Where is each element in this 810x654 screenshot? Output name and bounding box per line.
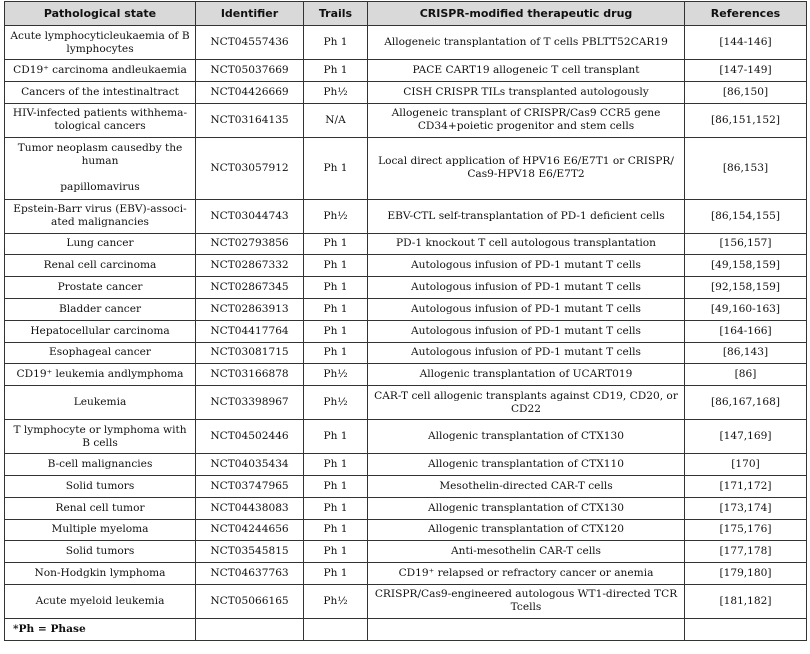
table-row xyxy=(5,81,807,103)
header-pathological-state: Pathological state xyxy=(5,2,196,26)
cell-trail: Ph 1 xyxy=(304,233,368,255)
cell-identifier: NCT02793856 xyxy=(196,233,304,255)
cell-identifier: NCT03044743 xyxy=(196,199,304,233)
cell-refs: [173,174] xyxy=(685,497,807,519)
cell-trail: Ph½ xyxy=(304,199,368,233)
empty-cell xyxy=(304,618,368,640)
cell-drug: Allogenic transplantation of CTX130 xyxy=(368,497,685,519)
cell-trail: Ph½ xyxy=(304,386,368,420)
cell-state: Renal cell tumor xyxy=(5,497,196,519)
cell-refs: [86,154,155] xyxy=(685,199,807,233)
table-row xyxy=(5,342,807,364)
crispr-trials-table xyxy=(4,1,807,641)
cell-trail: Ph 1 xyxy=(304,420,368,454)
cell-state: Solid tumors xyxy=(5,541,196,563)
cell-trail: Ph 1 xyxy=(304,26,368,60)
table-row xyxy=(5,584,807,618)
cell-identifier: NCT02863913 xyxy=(196,298,304,320)
table-row xyxy=(5,519,807,541)
cell-state: HIV-infected patients withhema-tological cancers xyxy=(5,103,196,137)
table-row xyxy=(5,26,807,60)
cell-identifier: NCT02867332 xyxy=(196,255,304,277)
empty-cell xyxy=(685,618,807,640)
cell-state: Cancers of the intestinaltract xyxy=(5,81,196,103)
footnote: *Ph = Phase xyxy=(5,618,196,640)
table-row xyxy=(5,277,807,299)
cell-trail: Ph 1 xyxy=(304,541,368,563)
cell-trail: Ph 1 xyxy=(304,320,368,342)
table-row xyxy=(5,255,807,277)
cell-refs: [86,151,152] xyxy=(685,103,807,137)
cell-refs: [49,158,159] xyxy=(685,255,807,277)
cell-refs: [86,153] xyxy=(685,137,807,199)
header-trails: Trails xyxy=(304,2,368,26)
cell-trail: Ph 1 xyxy=(304,519,368,541)
cell-state: Tumor neoplasm causedby the human papillomavirus xyxy=(5,137,196,199)
cell-state: Prostate cancer xyxy=(5,277,196,299)
header-references: References xyxy=(685,2,807,26)
cell-trail: Ph 1 xyxy=(304,454,368,476)
cell-state: Solid tumors xyxy=(5,475,196,497)
empty-cell xyxy=(196,618,304,640)
cell-refs: [144-146] xyxy=(685,26,807,60)
cell-refs: [86,150] xyxy=(685,81,807,103)
cell-identifier: NCT03166878 xyxy=(196,364,304,386)
cell-identifier: NCT02867345 xyxy=(196,277,304,299)
cell-refs: [147-149] xyxy=(685,60,807,82)
cell-trail: N/A xyxy=(304,103,368,137)
cell-refs: [170] xyxy=(685,454,807,476)
cell-trail: Ph 1 xyxy=(304,298,368,320)
cell-drug: Anti-mesothelin CAR-T cells xyxy=(368,541,685,563)
cell-refs: [49,160-163] xyxy=(685,298,807,320)
cell-drug: Local direct application of HPV16 E6/E7T1 or CRISPR/ Cas9-HPV18 E6/E7T2 xyxy=(368,137,685,199)
cell-identifier: NCT04426669 xyxy=(196,81,304,103)
table-row xyxy=(5,563,807,585)
cell-refs: [177,178] xyxy=(685,541,807,563)
cell-state: Leukemia xyxy=(5,386,196,420)
cell-drug: CD19⁺ relapsed or refractory cancer or anemia xyxy=(368,563,685,585)
header-identifier: Identifier xyxy=(196,2,304,26)
cell-state: Bladder cancer xyxy=(5,298,196,320)
cell-refs: [181,182] xyxy=(685,584,807,618)
cell-refs: [92,158,159] xyxy=(685,277,807,299)
cell-state: Multiple myeloma xyxy=(5,519,196,541)
cell-trail: Ph 1 xyxy=(304,342,368,364)
cell-drug: Autologous infusion of PD-1 mutant T cells xyxy=(368,277,685,299)
cell-refs: [156,157] xyxy=(685,233,807,255)
cell-state: Acute lymphocyticleukaemia of B lymphocytes xyxy=(5,26,196,60)
cell-drug: Allogeneic transplant of CRISPR/Cas9 CCR5 gene CD34+poietic progenitor and stem cells xyxy=(368,103,685,137)
cell-drug: Autologous infusion of PD-1 mutant T cells xyxy=(368,298,685,320)
table-row xyxy=(5,137,807,199)
cell-trail: Ph 1 xyxy=(304,497,368,519)
cell-trail: Ph 1 xyxy=(304,60,368,82)
table-row xyxy=(5,454,807,476)
cell-drug: Autologous infusion of PD-1 mutant T cells xyxy=(368,342,685,364)
cell-state: CD19⁺ carcinoma andleukaemia xyxy=(5,60,196,82)
footnote-row xyxy=(5,618,807,640)
cell-drug: CAR-T cell allogenic transplants against CD19, CD20, or CD22 xyxy=(368,386,685,420)
cell-trail: Ph 1 xyxy=(304,277,368,299)
cell-identifier: NCT04417764 xyxy=(196,320,304,342)
table-row xyxy=(5,103,807,137)
cell-refs: [179,180] xyxy=(685,563,807,585)
cell-state: Lung cancer xyxy=(5,233,196,255)
cell-drug: CRISPR/Cas9-engineered autologous WT1-directed TCR Tcells xyxy=(368,584,685,618)
cell-state: Renal cell carcinoma xyxy=(5,255,196,277)
cell-state: CD19⁺ leukemia andlymphoma xyxy=(5,364,196,386)
table-row xyxy=(5,497,807,519)
cell-state: B-cell malignancies xyxy=(5,454,196,476)
cell-identifier: NCT03747965 xyxy=(196,475,304,497)
table-row xyxy=(5,541,807,563)
cell-identifier: NCT04035434 xyxy=(196,454,304,476)
cell-state: Non-Hodgkin lymphoma xyxy=(5,563,196,585)
cell-refs: [147,169] xyxy=(685,420,807,454)
table-row xyxy=(5,233,807,255)
cell-identifier: NCT04438083 xyxy=(196,497,304,519)
cell-state: Hepatocellular carcinoma xyxy=(5,320,196,342)
cell-refs: [86,167,168] xyxy=(685,386,807,420)
cell-drug: Allogenic transplantation of CTX130 xyxy=(368,420,685,454)
cell-identifier: NCT04557436 xyxy=(196,26,304,60)
cell-identifier: NCT03057912 xyxy=(196,137,304,199)
cell-drug: Autologous infusion of PD-1 mutant T cells xyxy=(368,320,685,342)
cell-state: Acute myeloid leukemia xyxy=(5,584,196,618)
cell-identifier: NCT04637763 xyxy=(196,563,304,585)
cell-drug: Mesothelin-directed CAR-T cells xyxy=(368,475,685,497)
cell-trail: Ph½ xyxy=(304,81,368,103)
cell-refs: [171,172] xyxy=(685,475,807,497)
cell-state: Epstein-Barr virus (EBV)-associ-ated malignancies xyxy=(5,199,196,233)
cell-drug: EBV-CTL self-transplantation of PD-1 deficient cells xyxy=(368,199,685,233)
table-row xyxy=(5,60,807,82)
cell-identifier: NCT03081715 xyxy=(196,342,304,364)
cell-refs: [175,176] xyxy=(685,519,807,541)
cell-drug: PACE CART19 allogeneic T cell transplant xyxy=(368,60,685,82)
table-row xyxy=(5,320,807,342)
cell-trail: Ph 1 xyxy=(304,475,368,497)
cell-state: T lymphocyte or lymphoma with B cells xyxy=(5,420,196,454)
empty-cell xyxy=(368,618,685,640)
table-row xyxy=(5,420,807,454)
cell-refs: [164-166] xyxy=(685,320,807,342)
table-row xyxy=(5,386,807,420)
cell-refs: [86,143] xyxy=(685,342,807,364)
table-row xyxy=(5,199,807,233)
cell-refs: [86] xyxy=(685,364,807,386)
table-row xyxy=(5,364,807,386)
cell-drug: Autologous infusion of PD-1 mutant T cells xyxy=(368,255,685,277)
cell-identifier: NCT03398967 xyxy=(196,386,304,420)
cell-drug: Allogenic transplantation of UCART019 xyxy=(368,364,685,386)
cell-identifier: NCT03545815 xyxy=(196,541,304,563)
cell-trail: Ph½ xyxy=(304,584,368,618)
cell-drug: CISH CRISPR TILs transplanted autologously xyxy=(368,81,685,103)
cell-state: Esophageal cancer xyxy=(5,342,196,364)
table-row xyxy=(5,475,807,497)
table-row xyxy=(5,298,807,320)
cell-trail: Ph½ xyxy=(304,364,368,386)
cell-identifier: NCT05037669 xyxy=(196,60,304,82)
cell-trail: Ph 1 xyxy=(304,563,368,585)
cell-drug: PD-1 knockout T cell autologous transplantation xyxy=(368,233,685,255)
cell-drug: Allogeneic transplantation of T cells PBLTT52CAR19 xyxy=(368,26,685,60)
cell-identifier: NCT04502446 xyxy=(196,420,304,454)
cell-trail: Ph 1 xyxy=(304,255,368,277)
cell-trail: Ph 1 xyxy=(304,137,368,199)
cell-drug: Allogenic transplantation of CTX120 xyxy=(368,519,685,541)
cell-identifier: NCT03164135 xyxy=(196,103,304,137)
cell-identifier: NCT04244656 xyxy=(196,519,304,541)
cell-drug: Allogenic transplantation of CTX110 xyxy=(368,454,685,476)
table-header xyxy=(5,2,807,26)
cell-identifier: NCT05066165 xyxy=(196,584,304,618)
header-drug: CRISPR-modified therapeutic drug xyxy=(368,2,685,26)
table-body xyxy=(5,26,807,641)
